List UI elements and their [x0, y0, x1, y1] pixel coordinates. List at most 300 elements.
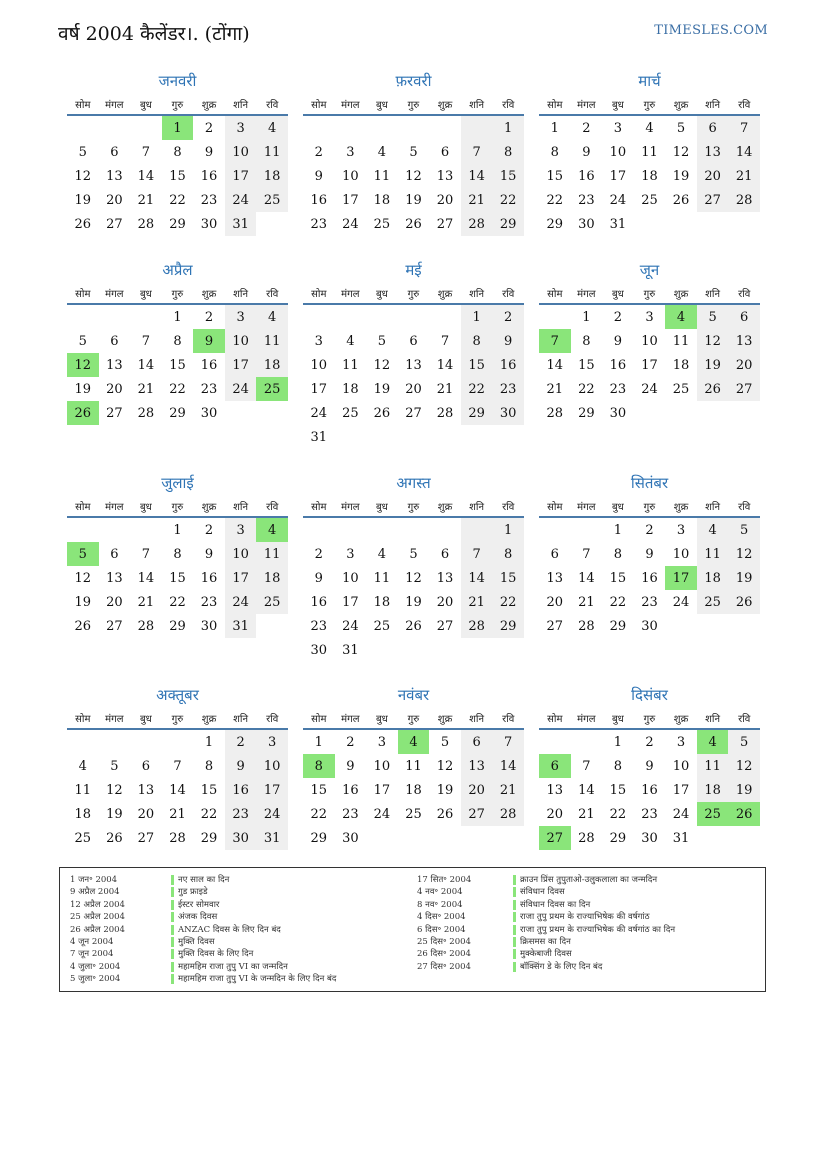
day-cell: 30 [641, 618, 658, 634]
empty-cell [571, 729, 603, 754]
month-block [539, 472, 760, 638]
day-cell: 29 [169, 405, 186, 421]
holiday-date: 25 अप्रैल 2004 [70, 912, 125, 923]
weekday-header: सोम [67, 283, 99, 304]
day-cell: 29 [492, 212, 524, 236]
empty-cell [67, 115, 99, 140]
day-cell: 10 [225, 542, 257, 566]
empty-cell [366, 304, 398, 329]
month-table [303, 708, 524, 850]
day-cell: 15 [609, 570, 627, 586]
day-cell: 11 [373, 168, 391, 184]
day-cell: 22 [546, 192, 564, 208]
day-cell: 19 [74, 192, 92, 208]
day-cell: 3 [613, 120, 623, 136]
day-cell: 19 [405, 594, 422, 610]
month-name: मार्च [638, 72, 661, 90]
day-cell: 21 [578, 594, 595, 610]
day-cell: 29 [200, 830, 218, 846]
day-cell: 30 [200, 405, 218, 421]
empty-cell [429, 826, 461, 850]
site-link[interactable]: TIMESLES.COM [654, 23, 768, 38]
day-cell: 11 [256, 329, 288, 353]
holiday-date: 12 अप्रैल 2004 [70, 899, 125, 910]
empty-cell [665, 212, 697, 236]
empty-cell [461, 425, 493, 449]
day-cell: 25 [373, 216, 391, 232]
day-cell: 10 [225, 140, 257, 164]
month-block [67, 684, 288, 850]
holiday-date: 26 अप्रैल 2004 [70, 924, 125, 935]
day-cell: 7 [141, 546, 151, 562]
weekday-header: शुक्र [429, 283, 461, 304]
day-cell: 29 [169, 618, 186, 634]
day-cell: 17 [672, 782, 690, 798]
day-cell: 14 [492, 754, 524, 778]
holiday-entry [417, 874, 757, 886]
empty-cell [398, 638, 430, 662]
day-cell: 25 [405, 806, 422, 822]
day-cell: 19 [106, 806, 123, 822]
day-cell: 20 [546, 594, 564, 610]
weekday-header: रवि [492, 283, 524, 304]
day-cell: 9 [314, 570, 323, 586]
day-cell: 27 [546, 618, 564, 634]
weekday-header: शनि [461, 94, 493, 115]
day-cell: 28 [461, 212, 493, 236]
day-cell: 27 [697, 188, 729, 212]
weekday-header: शुक्र [193, 283, 225, 304]
day-cell: 30 [200, 618, 218, 634]
day-cell: 10 [225, 329, 257, 353]
weekday-header: सोम [303, 708, 335, 729]
empty-cell [429, 425, 461, 449]
day-cell: 18 [697, 566, 729, 590]
holiday-marker [513, 912, 516, 922]
weekday-header: शुक्र [193, 94, 225, 115]
holiday-name: ईस्टर सोमवार [178, 899, 220, 910]
day-cell: 19 [728, 566, 760, 590]
day-cell: 27 [106, 618, 123, 634]
day-cell: 12 [405, 168, 422, 184]
month-name: अक्तूबर [156, 686, 199, 704]
day-cell: 21 [728, 164, 760, 188]
day-cell: 25 [373, 618, 391, 634]
day-cell: 26 [728, 590, 760, 614]
month-table [303, 283, 524, 449]
day-cell: 28 [137, 618, 155, 634]
day-cell: 14 [137, 570, 155, 586]
day-cell: 22 [169, 594, 186, 610]
day-cell: 16 [342, 782, 359, 798]
empty-cell [539, 304, 571, 329]
weekday-header: बुध [366, 283, 398, 304]
day-cell: 28 [728, 188, 760, 212]
day-cell: 22 [200, 806, 218, 822]
weekday-header: रवि [256, 94, 288, 115]
day-cell: 30 [641, 830, 658, 846]
day-cell: 19 [373, 381, 391, 397]
weekday-header: शुक्र [665, 496, 697, 517]
holiday-marker [513, 875, 516, 885]
day-cell: 4 [256, 115, 288, 140]
empty-cell [429, 304, 461, 329]
month-table [539, 283, 760, 425]
empty-cell [366, 638, 398, 662]
day-cell: 18 [256, 353, 288, 377]
month-name: फ़रवरी [395, 72, 432, 90]
day-cell: 27 [106, 405, 123, 421]
day-cell: 27 [728, 377, 760, 401]
day-cell: 2 [645, 734, 654, 750]
day-cell: 1 [461, 304, 493, 329]
day-cell: 23 [310, 216, 328, 232]
day-cell: 15 [492, 164, 524, 188]
weekday-header: गुरु [162, 283, 194, 304]
day-cell: 26 [697, 377, 729, 401]
day-cell: 8 [173, 144, 182, 160]
day-cell: 6 [461, 729, 493, 754]
day-cell: 11 [672, 333, 690, 349]
holiday-name: मुक्ति दिवस [178, 936, 215, 947]
day-cell: 12 [436, 758, 454, 774]
weekday-header: गुरु [398, 708, 430, 729]
day-cell: 8 [204, 758, 214, 774]
day-cell: 6 [409, 333, 418, 349]
day-cell: 6 [539, 754, 571, 778]
day-cell: 30 [200, 216, 218, 232]
holiday-marker [171, 912, 174, 922]
day-cell: 15 [609, 782, 627, 798]
day-cell: 22 [492, 188, 524, 212]
day-cell: 25 [256, 188, 288, 212]
month-block [67, 259, 288, 425]
day-cell: 5 [409, 546, 418, 562]
day-cell: 2 [645, 522, 654, 538]
day-cell: 16 [641, 570, 658, 586]
day-cell: 9 [645, 758, 654, 774]
day-cell: 1 [173, 522, 182, 538]
day-cell: 13 [546, 782, 564, 798]
day-cell: 28 [546, 405, 564, 421]
holiday-name: महामहिम राजा तुपु VI का जन्मदिन [178, 961, 288, 972]
day-cell: 16 [310, 192, 328, 208]
day-cell: 8 [582, 333, 591, 349]
day-cell: 27 [436, 216, 454, 232]
holiday-entry [70, 936, 400, 948]
weekday-header: मंगल [99, 94, 131, 115]
day-cell: 19 [672, 168, 690, 184]
weekday-header: गुरु [634, 708, 666, 729]
day-cell: 22 [169, 381, 186, 397]
day-cell: 15 [578, 357, 595, 373]
empty-cell [256, 614, 288, 638]
holiday-marker [513, 887, 516, 897]
day-cell: 14 [137, 357, 155, 373]
day-cell: 22 [578, 381, 595, 397]
day-cell: 17 [609, 168, 627, 184]
day-cell: 11 [405, 758, 422, 774]
day-cell: 23 [641, 806, 658, 822]
weekday-header: मंगल [571, 708, 603, 729]
weekday-header: गुरु [162, 94, 194, 115]
empty-cell [99, 729, 131, 754]
empty-cell [67, 729, 99, 754]
page-title: वर्ष 2004 कैलेंडर।. (टोंगा) [58, 23, 250, 45]
day-cell: 20 [436, 192, 454, 208]
month-block [539, 70, 760, 236]
weekday-header: गुरु [162, 708, 194, 729]
day-cell: 25 [697, 590, 729, 614]
weekday-header: शनि [225, 708, 257, 729]
holiday-name: संविधान दिवस [520, 887, 565, 898]
day-cell: 15 [546, 168, 564, 184]
day-cell: 20 [546, 806, 564, 822]
empty-cell [398, 115, 430, 140]
day-cell: 25 [342, 405, 359, 421]
day-cell: 1 [492, 115, 524, 140]
day-cell: 20 [728, 353, 760, 377]
day-cell: 12 [74, 570, 92, 586]
weekday-header: सोम [67, 94, 99, 115]
weekday-header: शनि [697, 496, 729, 517]
holiday-entry [417, 911, 757, 923]
day-cell: 29 [169, 216, 186, 232]
day-cell: 8 [613, 758, 623, 774]
day-cell: 16 [310, 594, 328, 610]
day-cell: 14 [728, 140, 760, 164]
day-cell: 27 [436, 618, 454, 634]
month-table [539, 496, 760, 638]
day-cell: 23 [342, 806, 359, 822]
weekday-header: रवि [492, 708, 524, 729]
empty-cell [697, 614, 729, 638]
day-cell: 3 [676, 522, 686, 538]
day-cell: 8 [492, 140, 524, 164]
holiday-list [59, 867, 766, 992]
holiday-date: 6 दिस॰ 2004 [417, 924, 466, 935]
holiday-entry [70, 961, 400, 973]
day-cell: 21 [137, 594, 155, 610]
day-cell: 10 [373, 758, 391, 774]
day-cell: 2 [204, 522, 214, 538]
holiday-entry [417, 886, 757, 898]
day-cell: 11 [342, 357, 359, 373]
day-cell: 31 [225, 614, 257, 638]
day-cell: 23 [310, 618, 328, 634]
month-name: अगस्त [396, 474, 431, 492]
day-cell: 27 [106, 216, 123, 232]
day-cell: 7 [141, 144, 151, 160]
day-cell: 12 [728, 754, 760, 778]
weekday-header: बुध [366, 496, 398, 517]
empty-cell [697, 826, 729, 850]
day-cell: 23 [492, 377, 524, 401]
holiday-name: ANZAC दिवस के लिए दिन बंद [178, 924, 281, 935]
weekday-header: गुरु [398, 94, 430, 115]
day-cell: 14 [546, 357, 564, 373]
day-cell: 15 [461, 353, 493, 377]
day-cell: 2 [314, 144, 323, 160]
day-cell: 5 [110, 758, 119, 774]
day-cell: 8 [303, 754, 335, 778]
day-cell: 17 [225, 164, 257, 188]
day-cell: 20 [106, 594, 123, 610]
day-cell: 12 [405, 570, 422, 586]
holiday-name: राजा तुपु प्रथम के राज्याभिषेक की वर्षगांठ [520, 912, 650, 923]
day-cell: 18 [74, 806, 92, 822]
empty-cell [162, 729, 194, 754]
day-cell: 12 [672, 144, 690, 160]
holiday-date: 4 दिस॰ 2004 [417, 912, 466, 923]
weekday-header: मंगल [99, 708, 131, 729]
day-cell: 5 [728, 729, 760, 754]
day-cell: 10 [310, 357, 328, 373]
day-cell: 28 [436, 405, 454, 421]
month-name: मई [405, 261, 422, 279]
day-cell: 5 [728, 517, 760, 542]
empty-cell [539, 729, 571, 754]
weekday-header: मंगल [571, 94, 603, 115]
day-cell: 14 [461, 164, 493, 188]
day-cell: 1 [314, 734, 323, 750]
day-cell: 1 [173, 309, 182, 325]
day-cell: 10 [342, 570, 359, 586]
day-cell: 10 [641, 333, 658, 349]
month-block [303, 472, 524, 662]
holiday-entry [70, 899, 400, 911]
weekday-header: शनि [697, 708, 729, 729]
weekday-header: शुक्र [665, 708, 697, 729]
month-table [67, 94, 288, 236]
day-cell: 9 [582, 144, 591, 160]
holiday-marker [513, 937, 516, 947]
empty-cell [366, 517, 398, 542]
day-cell: 7 [539, 329, 571, 353]
day-cell: 30 [225, 826, 257, 850]
day-cell: 12 [697, 329, 729, 353]
weekday-header: मंगल [335, 94, 367, 115]
day-cell: 11 [74, 782, 92, 798]
month-name: जनवरी [158, 72, 197, 90]
day-cell: 11 [697, 754, 729, 778]
day-cell: 2 [225, 729, 257, 754]
day-cell: 14 [436, 357, 454, 373]
holiday-marker [171, 949, 174, 959]
day-cell: 9 [204, 546, 214, 562]
day-cell: 9 [645, 546, 654, 562]
day-cell: 7 [582, 758, 591, 774]
day-cell: 6 [697, 115, 729, 140]
weekday-header: गुरु [398, 496, 430, 517]
weekday-header: सोम [539, 94, 571, 115]
weekday-header: शुक्र [429, 94, 461, 115]
day-cell: 30 [609, 405, 627, 421]
day-cell: 24 [225, 590, 257, 614]
day-cell: 26 [405, 618, 422, 634]
empty-cell [665, 614, 697, 638]
holiday-entry [70, 874, 400, 886]
weekday-header: बुध [602, 708, 634, 729]
day-cell: 16 [492, 353, 524, 377]
holiday-marker [171, 875, 174, 885]
holiday-entry [417, 961, 757, 973]
day-cell: 20 [106, 381, 123, 397]
day-cell: 4 [256, 304, 288, 329]
day-cell: 7 [141, 333, 151, 349]
day-cell: 18 [641, 168, 658, 184]
day-cell: 24 [672, 594, 690, 610]
day-cell: 16 [578, 168, 595, 184]
day-cell: 1 [162, 115, 194, 140]
day-cell: 8 [492, 542, 524, 566]
day-cell: 19 [728, 778, 760, 802]
day-cell: 23 [200, 381, 218, 397]
day-cell: 16 [200, 357, 218, 373]
month-table [539, 94, 760, 236]
day-cell: 7 [461, 542, 493, 566]
day-cell: 8 [613, 546, 623, 562]
day-cell: 6 [110, 144, 119, 160]
day-cell: 7 [461, 140, 493, 164]
day-cell: 18 [405, 782, 422, 798]
holiday-date: 7 जून 2004 [70, 949, 114, 960]
holiday-name: नए साल का दिन [178, 875, 230, 885]
holiday-name: क्राउन प्रिंस तुपुताओ-उलुकलाला का जन्मदिन [520, 875, 658, 885]
day-cell: 24 [225, 188, 257, 212]
day-cell: 31 [310, 429, 328, 445]
empty-cell [99, 304, 131, 329]
day-cell: 3 [314, 333, 323, 349]
day-cell: 2 [204, 309, 214, 325]
empty-cell [130, 304, 162, 329]
holiday-date: 17 सित॰ 2004 [417, 875, 472, 885]
day-cell: 17 [665, 566, 697, 590]
day-cell: 18 [342, 381, 359, 397]
day-cell: 26 [106, 830, 123, 846]
holiday-date: 8 नव॰ 2004 [417, 899, 463, 910]
weekday-header: शनि [461, 283, 493, 304]
day-cell: 16 [641, 782, 658, 798]
day-cell: 16 [225, 778, 257, 802]
day-cell: 11 [697, 542, 729, 566]
empty-cell [256, 401, 288, 425]
day-cell: 26 [74, 618, 92, 634]
weekday-header: गुरु [162, 496, 194, 517]
day-cell: 19 [405, 192, 422, 208]
day-cell: 29 [461, 401, 493, 425]
empty-cell [130, 517, 162, 542]
weekday-header: सोम [539, 283, 571, 304]
day-cell: 24 [342, 216, 359, 232]
day-cell: 5 [697, 304, 729, 329]
month-table [67, 496, 288, 638]
day-cell: 3 [645, 309, 654, 325]
day-cell: 24 [373, 806, 391, 822]
holiday-name: राजा तुपु प्रथम के राज्याभिषेक की वर्षगांठ का दिन [520, 924, 676, 935]
day-cell: 22 [492, 590, 524, 614]
weekday-header: बुध [130, 94, 162, 115]
day-cell: 29 [609, 618, 627, 634]
day-cell: 20 [106, 192, 123, 208]
day-cell: 2 [204, 120, 214, 136]
day-cell: 27 [461, 802, 493, 826]
day-cell: 30 [578, 216, 595, 232]
holiday-entry [417, 924, 757, 936]
day-cell: 23 [609, 381, 627, 397]
empty-cell [130, 115, 162, 140]
day-cell: 19 [697, 353, 729, 377]
